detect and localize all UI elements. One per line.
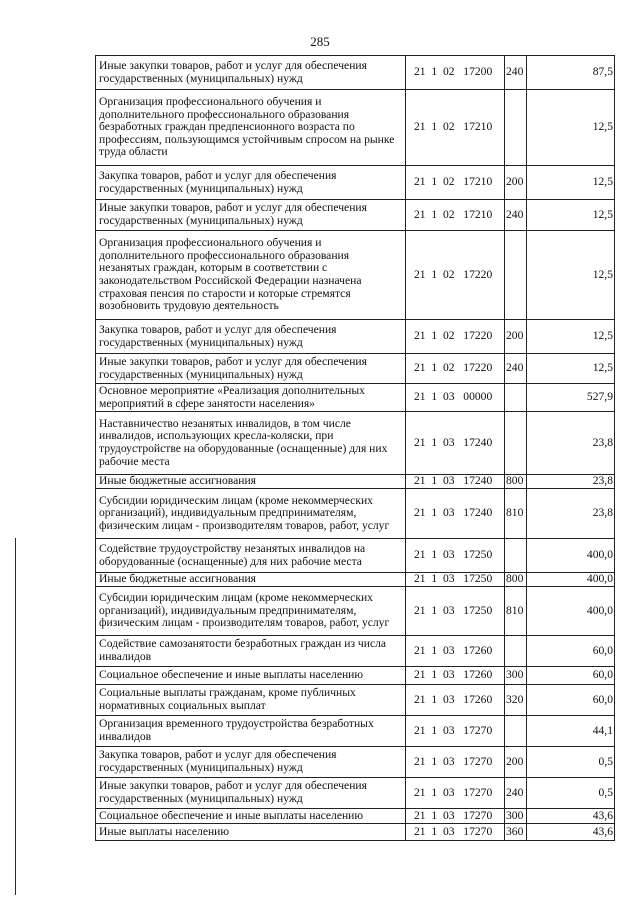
row-name-cell: Организация временного трудоустройства безработных инвалидов bbox=[96, 716, 406, 747]
row-code-cell: 21 1 03 17260 bbox=[406, 685, 505, 716]
row-name-cell: Организация профессионального обучения и дополнительного профессионального образования незанятых граждан, которым в соответствии с законодательством Российской Федерации назначена страховая пенсия по старости и которые стремятся возобновить трудовую деятельность bbox=[96, 231, 406, 320]
row-amount-cell: 23,8 bbox=[527, 475, 615, 489]
row-expense-type-cell bbox=[505, 412, 527, 475]
table-row bbox=[96, 56, 615, 90]
row-expense-type-cell bbox=[505, 384, 527, 412]
row-name-cell: Закупка товаров, работ и услуг для обеспечения государственных (муниципальных) нужд bbox=[96, 320, 406, 354]
table-row bbox=[96, 384, 615, 412]
scan-margin-line bbox=[15, 538, 16, 895]
row-name-cell: Содействие самозанятости безработных граждан из числа инвалидов bbox=[96, 636, 406, 667]
row-expense-type-cell bbox=[505, 231, 527, 320]
row-amount-cell: 400,0 bbox=[527, 539, 615, 573]
row-code-cell: 21 1 02 17210 bbox=[406, 166, 505, 200]
row-name-cell: Социальное обеспечение и иные выплаты населению bbox=[96, 667, 406, 685]
row-expense-type-cell: 240 bbox=[505, 778, 527, 809]
row-name-cell: Иные бюджетные ассигнования bbox=[96, 573, 406, 587]
row-name-cell: Иные закупки товаров, работ и услуг для обеспечения государственных (муниципальных) нужд bbox=[96, 354, 406, 384]
table-row bbox=[96, 778, 615, 809]
row-name-cell: Закупка товаров, работ и услуг для обеспечения государственных (муниципальных) нужд bbox=[96, 166, 406, 200]
row-amount-cell: 400,0 bbox=[527, 587, 615, 636]
row-code-cell: 21 1 03 17270 bbox=[406, 824, 505, 841]
table-row bbox=[96, 539, 615, 573]
table-row bbox=[96, 573, 615, 587]
row-code-cell: 21 1 03 17240 bbox=[406, 412, 505, 475]
table-row bbox=[96, 489, 615, 539]
row-name-cell: Субсидии юридическим лицам (кроме некоммерческих организаций), индивидуальным предпринимателям, физическим лицам - производителям товаров, работ, услуг bbox=[96, 587, 406, 636]
row-amount-cell: 12,5 bbox=[527, 320, 615, 354]
row-code-cell: 21 1 03 17260 bbox=[406, 636, 505, 667]
row-expense-type-cell bbox=[505, 716, 527, 747]
table-row bbox=[96, 636, 615, 667]
row-code-cell: 21 1 02 17210 bbox=[406, 90, 505, 166]
row-code-cell: 21 1 03 17260 bbox=[406, 667, 505, 685]
row-expense-type-cell: 240 bbox=[505, 56, 527, 90]
row-code-cell: 21 1 03 17250 bbox=[406, 587, 505, 636]
table-row bbox=[96, 320, 615, 354]
row-amount-cell: 23,8 bbox=[527, 489, 615, 539]
row-code-cell: 21 1 03 17250 bbox=[406, 539, 505, 573]
table-row bbox=[96, 200, 615, 231]
row-name-cell: Социальное обеспечение и иные выплаты населению bbox=[96, 809, 406, 824]
budget-table bbox=[95, 55, 615, 841]
row-amount-cell: 43,6 bbox=[527, 824, 615, 841]
table-row bbox=[96, 475, 615, 489]
row-name-cell: Иные закупки товаров, работ и услуг для обеспечения государственных (муниципальных) нужд bbox=[96, 200, 406, 231]
row-amount-cell: 12,5 bbox=[527, 90, 615, 166]
row-expense-type-cell: 300 bbox=[505, 809, 527, 824]
row-expense-type-cell: 800 bbox=[505, 573, 527, 587]
budget-table-body bbox=[96, 56, 615, 841]
row-name-cell: Содействие трудоустройству незанятых инвалидов на оборудованные (оснащенные) для них рабочие места bbox=[96, 539, 406, 573]
table-row bbox=[96, 412, 615, 475]
row-amount-cell: 0,5 bbox=[527, 747, 615, 778]
row-expense-type-cell: 800 bbox=[505, 475, 527, 489]
row-name-cell: Иные закупки товаров, работ и услуг для обеспечения государственных (муниципальных) нужд bbox=[96, 56, 406, 90]
row-amount-cell: 44,1 bbox=[527, 716, 615, 747]
table-row bbox=[96, 166, 615, 200]
table-row bbox=[96, 90, 615, 166]
row-amount-cell: 400,0 bbox=[527, 573, 615, 587]
row-expense-type-cell bbox=[505, 539, 527, 573]
table-row bbox=[96, 747, 615, 778]
row-expense-type-cell: 360 bbox=[505, 824, 527, 841]
table-row bbox=[96, 716, 615, 747]
table-row bbox=[96, 824, 615, 841]
row-expense-type-cell: 200 bbox=[505, 747, 527, 778]
row-expense-type-cell: 810 bbox=[505, 587, 527, 636]
table-row bbox=[96, 587, 615, 636]
row-name-cell: Организация профессионального обучения и дополнительного профессионального образования безработных граждан предпенсионного возраста по профессиям, пользующимся устойчивым спросом на рынке труда области bbox=[96, 90, 406, 166]
row-code-cell: 21 1 03 17270 bbox=[406, 747, 505, 778]
row-code-cell: 21 1 02 17220 bbox=[406, 231, 505, 320]
row-expense-type-cell: 200 bbox=[505, 320, 527, 354]
row-expense-type-cell: 240 bbox=[505, 354, 527, 384]
row-amount-cell: 12,5 bbox=[527, 166, 615, 200]
row-code-cell: 21 1 03 17250 bbox=[406, 573, 505, 587]
table-row bbox=[96, 809, 615, 824]
table-row bbox=[96, 354, 615, 384]
row-expense-type-cell bbox=[505, 636, 527, 667]
row-expense-type-cell: 200 bbox=[505, 166, 527, 200]
row-expense-type-cell bbox=[505, 90, 527, 166]
row-code-cell: 21 1 03 17270 bbox=[406, 778, 505, 809]
table-row bbox=[96, 231, 615, 320]
row-code-cell: 21 1 03 17270 bbox=[406, 809, 505, 824]
row-amount-cell: 527,9 bbox=[527, 384, 615, 412]
row-amount-cell: 60,0 bbox=[527, 667, 615, 685]
row-amount-cell: 87,5 bbox=[527, 56, 615, 90]
row-amount-cell: 60,0 bbox=[527, 636, 615, 667]
row-name-cell: Иные закупки товаров, работ и услуг для обеспечения государственных (муниципальных) нужд bbox=[96, 778, 406, 809]
row-amount-cell: 43,6 bbox=[527, 809, 615, 824]
row-code-cell: 21 1 02 17220 bbox=[406, 320, 505, 354]
row-code-cell: 21 1 02 17210 bbox=[406, 200, 505, 231]
table-row bbox=[96, 667, 615, 685]
row-expense-type-cell: 240 bbox=[505, 200, 527, 231]
row-expense-type-cell: 300 bbox=[505, 667, 527, 685]
row-name-cell: Наставничество незанятых инвалидов, в том числе инвалидов, использующих кресла-коляски, при трудоустройстве на оборудованные (оснащенные) для них рабочие места bbox=[96, 412, 406, 475]
table-row bbox=[96, 685, 615, 716]
row-name-cell: Субсидии юридическим лицам (кроме некоммерческих организаций), индивидуальным предпринимателям, физическим лицам - производителям товаров, работ, услуг bbox=[96, 489, 406, 539]
row-amount-cell: 12,5 bbox=[527, 200, 615, 231]
row-amount-cell: 60,0 bbox=[527, 685, 615, 716]
row-name-cell: Иные бюджетные ассигнования bbox=[96, 475, 406, 489]
row-name-cell: Социальные выплаты гражданам, кроме публичных нормативных социальных выплат bbox=[96, 685, 406, 716]
row-expense-type-cell: 320 bbox=[505, 685, 527, 716]
row-code-cell: 21 1 02 17220 bbox=[406, 354, 505, 384]
row-name-cell: Иные выплаты населению bbox=[96, 824, 406, 841]
row-amount-cell: 12,5 bbox=[527, 231, 615, 320]
row-expense-type-cell: 810 bbox=[505, 489, 527, 539]
row-code-cell: 21 1 03 17270 bbox=[406, 716, 505, 747]
row-code-cell: 21 1 03 17240 bbox=[406, 475, 505, 489]
row-name-cell: Закупка товаров, работ и услуг для обеспечения государственных (муниципальных) нужд bbox=[96, 747, 406, 778]
row-amount-cell: 12,5 bbox=[527, 354, 615, 384]
row-amount-cell: 0,5 bbox=[527, 778, 615, 809]
page-number: 285 bbox=[310, 34, 330, 49]
row-code-cell: 21 1 03 00000 bbox=[406, 384, 505, 412]
row-amount-cell: 23,8 bbox=[527, 412, 615, 475]
row-name-cell: Основное мероприятие «Реализация дополнительных мероприятий в сфере занятости населения» bbox=[96, 384, 406, 412]
row-code-cell: 21 1 03 17240 bbox=[406, 489, 505, 539]
row-code-cell: 21 1 02 17200 bbox=[406, 56, 505, 90]
